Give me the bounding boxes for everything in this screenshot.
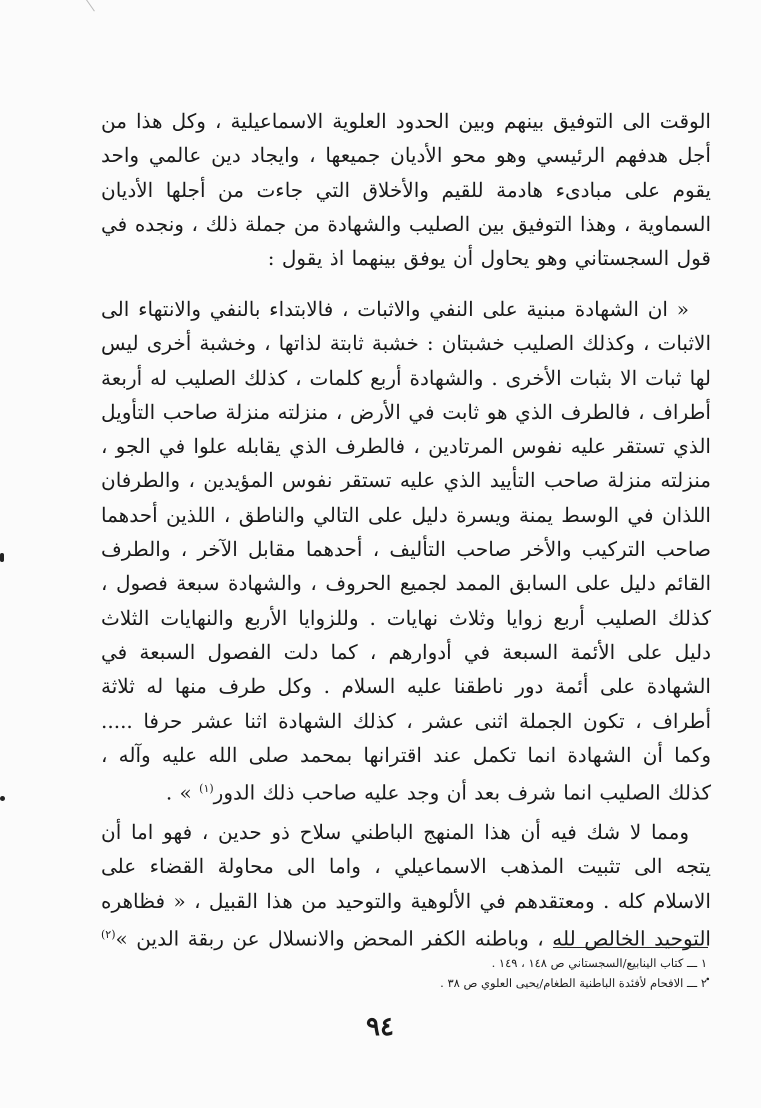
paragraph-1-text: الوقت الى التوفيق بينهم وبين الحدود العلوية الاسماعيلية ، وكل هذا من أجل هدفهم الرئيسي وهو محو الأديان جميعها ، وايجاد دين عالمي واحد يقوم على مبادىء هادمة للقيم والأخلاق التي جاءت من أجلها الأديان السماوية ، وهذا التوفيق بين الصليب والشهادة من جملة ذلك ، ونجده في قول السجستاني وهو يحاول أن يوفق بينهما اذ يقول : bbox=[101, 109, 711, 271]
margin-dot bbox=[0, 796, 5, 801]
footnote-ref-2: (٢) bbox=[101, 927, 116, 941]
paragraph-3-body: ومما لا شك فيه أن هذا المنهج الباطني سلاح ذو حدين ، فهو اما أن يتجه الى تثبيت المذهب الاسماعيلي ، واما الى محاولة القضاء على الاسلام كله . ومعتقدهم في الألوهية والتوحيد من هذا القبيل ، « فظاهره التوحيد الخالص لله ، وباطنه الكفر المحض والانسلال عن ربقة الدين » bbox=[101, 820, 711, 951]
footnote-1 bbox=[101, 956, 707, 970]
footnote-1-text: كتاب الينابيع/السجستاني ص ١٤٨ ، ١٤٩ . bbox=[491, 956, 684, 970]
paragraph-2-quote bbox=[101, 292, 711, 810]
margin-mark bbox=[0, 553, 4, 562]
quote-end: » . bbox=[165, 780, 200, 805]
footnote-2-text: الافحام لأفئدة الباطنية الطغام/يحيى العلوي ص ٣٨ . bbox=[440, 976, 684, 990]
paragraph-2-text bbox=[101, 292, 711, 810]
page-number: ٩٤ bbox=[366, 1012, 394, 1042]
footnote-2-number: ٢ ـــ bbox=[687, 976, 707, 990]
paragraph-3-end: . bbox=[704, 960, 711, 985]
footnote-separator bbox=[553, 947, 708, 948]
footnote-ref-1: (١) bbox=[199, 782, 214, 796]
quote-body: « ان الشهادة مبنية على النفي والاثبات ، فالابتداء بالنفي والانتهاء الى الاثبات ، وكذلك الصليب خشبتان : خشبة ثابتة لذاتها ، وخشبة أخرى ليس لها ثبات الا بثبات الأخرى . والشهادة أربع كلمات ، كذلك الصليب له أربعة أطراف ، فالطرف الذي هو ثابت في الأرض ، منزلته منزلة صاحب التأويل الذي تستقر عليه نفوس المرتادين ، فالطرف الذي يقابله علوا في الجو ، منزلته منزلة صاحب التأييد الذي عليه تستقر نفوس المؤيدين ، والطرفان اللذان في الوسط يمنة ويسرة دليل على التالي والناطق ، اللذين أحدهما صاحب التركيب والأخر صاحب التأليف ، أحدهما مقابل الآخر ، والطرف القائم دليل على السابق الممد لجميع الحروف ، والشهادة سبعة فصول ، كذلك الصليب أربع زوايا وثلاث نهايات . وللزوايا الأربع والنهايات الثلاث دليل على الأئمة السبعة في أدوارهم ، كما دلت الفصول السبعة في الشهادة على أئمة دور ناطقنا عليه السلام . وكل طرف منها له ثلاثة أطراف ، تكون الجملة اثنى عشر ، كذلك الشهادة اثنا عشر حرفا ..... وكما أن الشهادة انما تكمل عند اقترانها بمحمد صلى الله عليه وآله ، كذلك الصليب انما شرف بعد أن وجد عليه صاحب ذلك الدور bbox=[101, 297, 711, 805]
paragraph-1 bbox=[101, 104, 711, 275]
page-corner-mark bbox=[86, 0, 103, 11]
footnote-2 bbox=[101, 976, 707, 990]
footnote-1-number: ١ ـــ bbox=[687, 956, 707, 970]
